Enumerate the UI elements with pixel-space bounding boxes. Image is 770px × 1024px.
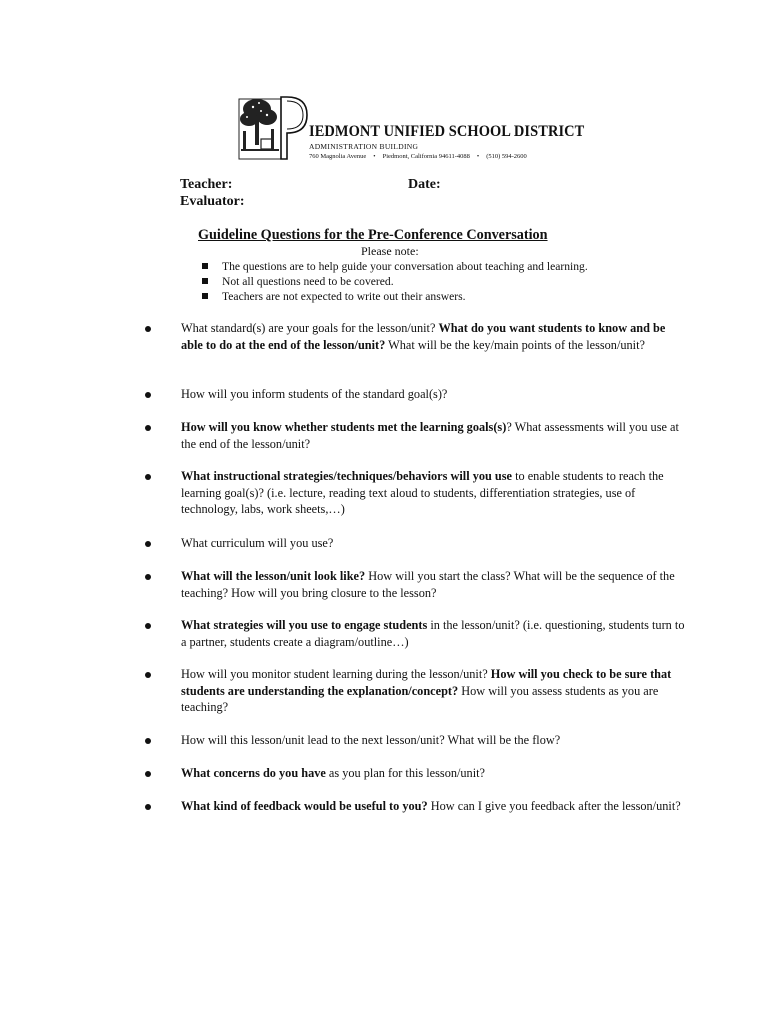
- question-8: [181, 666, 686, 716]
- district-name: IEDMONT UNIFIED SCHOOL DISTRICT: [309, 123, 585, 140]
- address-separator: •: [476, 153, 480, 160]
- bullet-icon: [145, 474, 151, 480]
- question-text: What curriculum will you use?: [181, 536, 334, 550]
- note-text: Teachers are not expected to write out their answers.: [222, 290, 466, 303]
- teacher-label: Teacher:: [180, 177, 233, 192]
- district-logo: [237, 95, 309, 161]
- question-text: as you plan for this lesson/unit?: [325, 766, 486, 780]
- question-text: How will you assess students as you are teaching?: [181, 683, 659, 714]
- question-emphasis: What instructional strategies/techniques/behaviors will you use: [181, 469, 513, 483]
- bullet-icon: [145, 392, 151, 398]
- bullet-icon: [145, 574, 151, 580]
- question-text: How will you monitor student learning during the lesson/unit?: [181, 667, 491, 681]
- street-address: 760 Magnolia Avenue: [309, 153, 367, 160]
- question-emphasis: What concerns do you have: [181, 766, 326, 780]
- admin-building-label: ADMINISTRATION BUILDING: [309, 142, 419, 151]
- question-1: [181, 320, 686, 353]
- evaluator-label: Evaluator:: [180, 194, 245, 209]
- question-emphasis: What kind of feedback would be useful to you?: [181, 799, 428, 813]
- question-emphasis: What strategies will you use to engage students: [181, 618, 428, 632]
- note-text: Not all questions need to be covered.: [222, 275, 394, 288]
- question-emphasis: How will you check to be sure that students are understanding the explanation/concept?: [181, 667, 672, 698]
- bullet-icon: [145, 804, 151, 810]
- date-label: Date:: [408, 177, 441, 192]
- note-item: [202, 274, 588, 289]
- bullet-icon: [145, 771, 151, 777]
- square-bullet-icon: [202, 278, 208, 284]
- question-text: What standard(s) are your goals for the lesson/unit?: [181, 321, 439, 335]
- question-emphasis: What do you want students to know and be able to do at the end of the lesson/unit?: [181, 321, 666, 352]
- note-text: The questions are to help guide your conversation about teaching and learning.: [222, 260, 588, 273]
- question-4: [181, 468, 686, 518]
- question-10: [181, 765, 686, 782]
- question-3: [181, 419, 686, 452]
- square-bullet-icon: [202, 293, 208, 299]
- question-2: [181, 386, 686, 403]
- notes-list: [202, 259, 588, 304]
- question-text: in the lesson/unit? (i.e. questioning, students turn to a partner, students create a diagram/outline…): [181, 618, 685, 649]
- question-text: What will be the key/main points of the lesson/unit?: [385, 337, 645, 352]
- question-text: How will you start the class? What will be the sequence of the teaching? How will you bring closure to the lesson?: [181, 569, 675, 600]
- question-5: [181, 535, 686, 552]
- question-text: ? What assessments will you use at the end of the lesson/unit?: [181, 420, 679, 451]
- address-line: [309, 153, 527, 160]
- bullet-icon: [145, 541, 151, 547]
- bullet-icon: [145, 672, 151, 678]
- question-6: [181, 568, 686, 601]
- note-item: [202, 259, 588, 274]
- square-bullet-icon: [202, 263, 208, 269]
- question-text: How will this lesson/unit lead to the next lesson/unit? What will be the flow?: [181, 733, 561, 747]
- bullet-icon: [145, 326, 151, 332]
- question-11: [181, 798, 686, 815]
- phone-number: (510) 594-2600: [486, 153, 527, 160]
- question-emphasis: What will the lesson/unit look like?: [181, 569, 366, 583]
- question-text: How can I give you feedback after the lesson/unit?: [427, 799, 681, 813]
- question-text: How will you inform students of the standard goal(s)?: [181, 387, 448, 401]
- note-item: [202, 289, 588, 304]
- bullet-icon: [145, 425, 151, 431]
- question-7: [181, 617, 686, 650]
- bullet-icon: [145, 738, 151, 744]
- please-note-label: Please note:: [361, 244, 419, 258]
- city-address: Piedmont, California 94611-4088: [382, 153, 470, 160]
- bullet-icon: [145, 623, 151, 629]
- document-title: Guideline Questions for the Pre-Conference Conversation: [198, 227, 548, 243]
- question-text: to enable students to reach the learning goal(s)? (i.e. lecture, reading text aloud to students, differentiation strategies, use of technology, labs, work sheets,…): [181, 469, 664, 516]
- question-9: [181, 732, 686, 749]
- address-separator: •: [373, 153, 376, 160]
- question-emphasis: How will you know whether students met the learning goals(s): [181, 420, 507, 434]
